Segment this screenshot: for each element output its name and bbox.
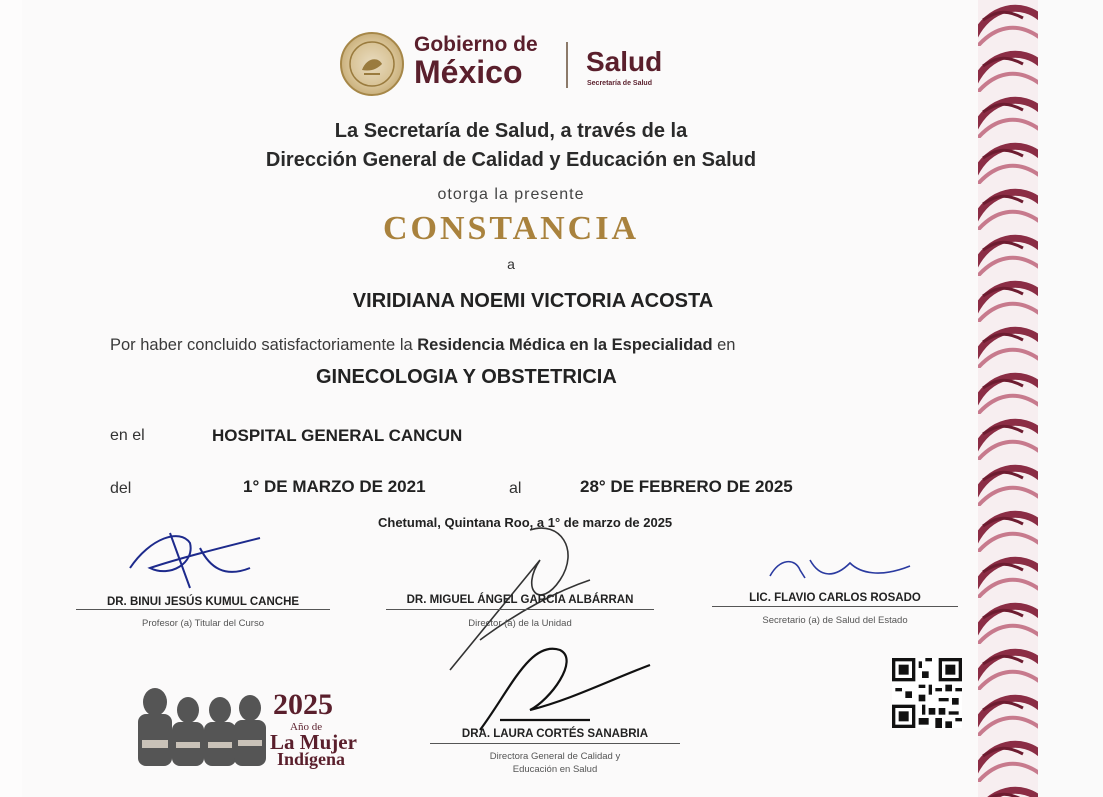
reason-bold: Residencia Médica en la Especialidad: [417, 336, 713, 354]
signature-4-scribble-icon: [470, 630, 660, 740]
certificate-title: CONSTANCIA: [382, 210, 640, 247]
year-badge-line2: Indígena: [277, 749, 346, 769]
signature-line-3: [712, 606, 958, 607]
hospital-label: en el: [110, 427, 145, 444]
salud-wordmark: Salud: [586, 46, 663, 77]
hospital-name: HOSPITAL GENERAL CANCUN: [212, 426, 463, 445]
period-to: 28° DE FEBRERO DE 2025: [580, 477, 793, 496]
gob-line1: Gobierno de: [414, 33, 538, 56]
gobierno-wordmark: [414, 34, 538, 88]
a-connector: a: [507, 256, 515, 272]
reason-text: [110, 336, 735, 355]
logo-divider: [566, 42, 568, 88]
signature-line-2: [386, 609, 654, 610]
signer-1-role: Profesor (a) Titular del Curso: [142, 618, 264, 629]
intro-line-2: Dirección General de Calidad y Educación en Salud: [265, 149, 757, 171]
year-badge-line1: La Mujer: [270, 730, 357, 754]
signer-2-name: DR. MIGUEL ÁNGEL GARCÍA ALBÁRRAN: [406, 594, 634, 606]
reason-prefix: Por haber concluido satisfactoriamente la: [110, 336, 418, 354]
recipient-name: VIRIDIANA NOEMI VICTORIA ACOSTA: [352, 290, 714, 312]
specialty: GINECOLOGIA Y OBSTETRICIA: [316, 366, 617, 388]
period-to-label: al: [509, 480, 522, 497]
signature-line-1: [76, 609, 330, 610]
indigenous-women-illustration-icon: [130, 680, 270, 770]
signer-4-name: DRA. LAURA CORTÉS SANABRIA: [461, 728, 649, 740]
otorga-text: otorga la presente: [437, 186, 585, 203]
government-logo: [340, 30, 680, 98]
period-from: 1° DE MARZO DE 2021: [243, 477, 426, 496]
year-badge: [130, 680, 360, 770]
right-margin: [1038, 0, 1103, 797]
signer-4-role-line2: Educación en Salud: [512, 764, 598, 775]
place-and-date: Chetumal, Quintana Roo, a 1° de marzo de 2025: [378, 515, 673, 530]
reason-suffix: en: [712, 336, 736, 354]
signature-1-scribble-icon: [110, 518, 270, 598]
signature-3-scribble-icon: [760, 548, 920, 588]
period-from-label: del: [110, 480, 132, 497]
salud-subtitle: Secretaría de Salud: [587, 80, 652, 87]
year-badge-sub: Año de: [290, 721, 323, 733]
qr-code-icon[interactable]: [892, 658, 962, 728]
signer-4-role-line1: Directora General de Calidad y: [489, 751, 621, 762]
year-badge-year: 2025: [273, 688, 333, 721]
intro-line-1: La Secretaría de Salud, a través de la: [334, 120, 688, 142]
signer-3-name: LIC. FLAVIO CARLOS ROSADO: [749, 592, 921, 604]
gob-line2: México: [414, 54, 523, 90]
signature-line-4: [430, 743, 680, 744]
national-seal-icon: [340, 32, 404, 96]
signer-3-role: Secretario (a) de Salud del Estado: [762, 615, 908, 626]
signer-1-name: DR. BINUI JESÚS KUMUL CANCHE: [106, 596, 300, 608]
signer-2-role: Director (a) de la Unidad: [468, 618, 572, 629]
